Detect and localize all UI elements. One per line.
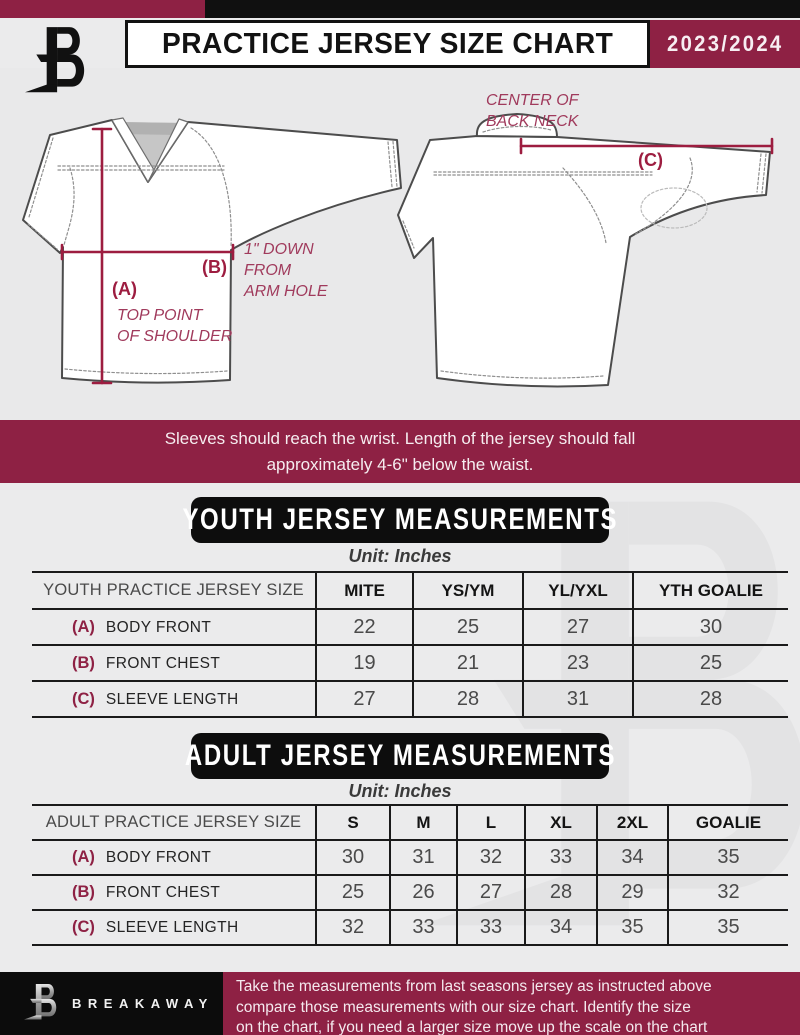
arm-hole-note: 1" DOWN FROM ARM HOLE <box>244 241 328 301</box>
adult-size-header: L <box>457 805 525 840</box>
jersey-diagram-section <box>0 68 800 420</box>
breakaway-logo-icon <box>25 26 91 100</box>
cell-value: 27 <box>523 609 633 645</box>
cell-value: 33 <box>390 910 457 945</box>
row-name: SLEEVE LENGTH <box>105 919 239 936</box>
cell-value: 28 <box>525 875 597 910</box>
adult-section-heading <box>184 733 616 779</box>
table-row <box>32 910 788 945</box>
youth-size-header: MITE <box>316 572 413 609</box>
jersey-diagrams-drawing <box>0 68 800 420</box>
cell-value: 27 <box>457 875 525 910</box>
table-row <box>32 681 788 717</box>
cell-value: 26 <box>390 875 457 910</box>
cell-value: 22 <box>316 609 413 645</box>
cell-value: 25 <box>633 645 788 681</box>
fit-notice-line1: Sleeves should reach the wrist. Length of the jersey should fall <box>164 429 636 448</box>
row-key: (C) <box>72 918 95 936</box>
table-row <box>32 645 788 681</box>
footer-note-line3: on the chart, if you need a larger size move up the scale on the chart <box>236 1019 708 1035</box>
footer-note-line1: Take the measurements from last seasons jersey as instructed above <box>236 978 712 995</box>
footer-instructions <box>223 972 800 1035</box>
cell-value: 25 <box>316 875 390 910</box>
cell-value: 32 <box>316 910 390 945</box>
cell-value: 34 <box>525 910 597 945</box>
cell-value: 19 <box>316 645 413 681</box>
footer-brand-block <box>0 972 223 1035</box>
cell-value: 35 <box>668 910 788 945</box>
footer-brand-name: BREAKAWAY <box>72 996 214 1011</box>
top-strip-black <box>0 0 800 18</box>
cell-value: 25 <box>413 609 523 645</box>
season-box <box>650 20 800 68</box>
measure-b-key: (B) <box>202 257 227 277</box>
season-label: 2023/2024 <box>666 31 784 56</box>
page-title: PRACTICE JERSEY SIZE CHART <box>161 27 614 60</box>
adult-size-header: GOALIE <box>668 805 788 840</box>
row-name: FRONT CHEST <box>105 654 221 672</box>
adult-unit-label: Unit: Inches <box>348 781 452 801</box>
cell-value: 34 <box>597 840 668 875</box>
row-name: SLEEVE LENGTH <box>105 690 239 708</box>
top-point-note: TOP POINT OF SHOULDER <box>117 307 233 346</box>
cell-value: 31 <box>390 840 457 875</box>
cell-value: 31 <box>523 681 633 717</box>
measure-c-key: (C) <box>638 150 663 170</box>
fit-notice-line2: approximately 4-6" below the waist. <box>266 454 534 474</box>
fit-notice-banner <box>0 420 800 483</box>
cell-value: 23 <box>523 645 633 681</box>
youth-unit-label: Unit: Inches <box>348 546 452 566</box>
row-name: BODY FRONT <box>105 849 212 866</box>
adult-size-header: 2XL <box>597 805 668 840</box>
cell-value: 30 <box>316 840 390 875</box>
row-key: (B) <box>72 883 95 901</box>
cell-value: 29 <box>597 875 668 910</box>
top-strip-maroon <box>0 0 205 18</box>
cell-value: 30 <box>633 609 788 645</box>
table-row <box>32 840 788 875</box>
cell-value: 21 <box>413 645 523 681</box>
adult-heading-label: ADULT JERSEY MEASUREMENTS <box>184 739 616 772</box>
adult-size-header: XL <box>525 805 597 840</box>
youth-size-header: YL/YXL <box>523 572 633 609</box>
cell-value: 28 <box>633 681 788 717</box>
youth-heading-label: YOUTH JERSEY MEASUREMENTS <box>182 503 618 536</box>
breakaway-footer-logo-icon <box>24 983 60 1024</box>
row-key: (A) <box>72 617 95 636</box>
measure-a-key: (A) <box>112 279 137 299</box>
row-name: BODY FRONT <box>105 618 212 636</box>
row-key: (B) <box>72 653 95 672</box>
center-back-neck-note: CENTER OF BACK NECK <box>486 92 579 131</box>
footer-note-line2: compare those measurements with our size chart. Identify the size <box>236 998 691 1016</box>
adult-col-header: ADULT PRACTICE JERSEY SIZE <box>45 813 302 831</box>
table-row <box>32 609 788 645</box>
youth-table-header-row <box>32 572 788 609</box>
page-title-box <box>125 20 650 68</box>
adult-size-header: S <box>316 805 390 840</box>
cell-value: 32 <box>457 840 525 875</box>
adult-size-table <box>32 804 788 946</box>
adult-table-header-row <box>32 805 788 840</box>
youth-col-header: YOUTH PRACTICE JERSEY SIZE <box>43 581 304 599</box>
youth-size-header: YTH GOALIE <box>633 572 788 609</box>
cell-value: 33 <box>457 910 525 945</box>
cell-value: 33 <box>525 840 597 875</box>
youth-size-table <box>32 571 788 718</box>
row-name: FRONT CHEST <box>105 884 221 901</box>
cell-value: 35 <box>597 910 668 945</box>
footer <box>0 972 800 1035</box>
row-key: (C) <box>72 689 95 708</box>
table-row <box>32 875 788 910</box>
adult-size-header: M <box>390 805 457 840</box>
cell-value: 35 <box>668 840 788 875</box>
youth-size-header: YS/YM <box>413 572 523 609</box>
youth-section-heading <box>182 497 618 543</box>
row-key: (A) <box>72 848 95 866</box>
cell-value: 32 <box>668 875 788 910</box>
cell-value: 27 <box>316 681 413 717</box>
cell-value: 28 <box>413 681 523 717</box>
